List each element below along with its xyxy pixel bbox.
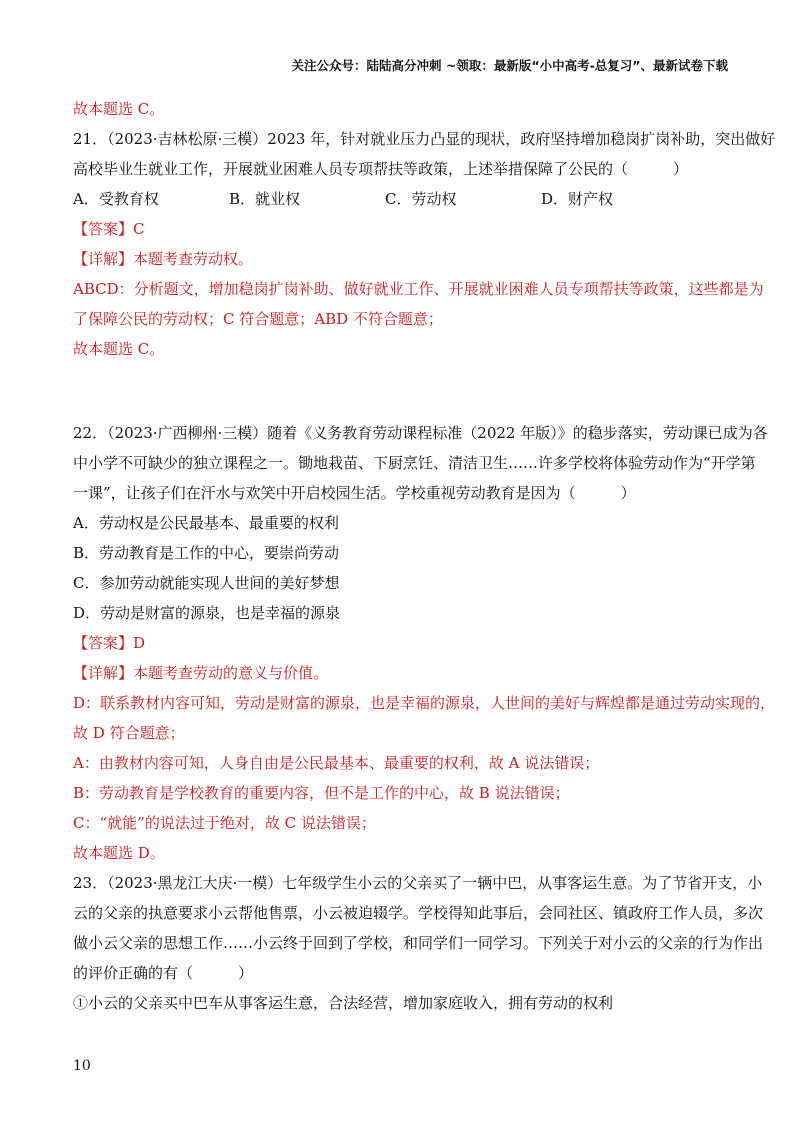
- q22-analysis-d: 故 D 符合题意；: [73, 724, 185, 742]
- q22-conclusion: 故本题选 D。: [73, 844, 165, 862]
- q21-analysis-line: 了保障公民的劳动权；C 符合题意；ABD 不符合题意；: [73, 310, 443, 328]
- q21-option-c: C．劳动权: [385, 190, 457, 208]
- document-body: [73, 94, 776, 1018]
- spacer: [73, 364, 733, 418]
- q23-stem-line: 云的父亲的执意要求小云帮他售票，小云被迫辍学。学校得知此事后，会同社区、镇政府工作人员，多次: [73, 904, 764, 922]
- question-21: [73, 124, 776, 364]
- q21-stem-line: 21．（2023·吉林松原·三模）2023 年，针对就业压力凸显的现状，政府坚持增加稳岗扩岗补助，突出做好: [73, 130, 776, 148]
- q22-analysis-b: B：劳动教育是学校教育的重要内容，但不是工作的中心，故 B 说法错误；: [73, 784, 570, 802]
- q22-stem-line: 一课”，让孩子们在汗水与欢笑中开启校园生活。学校重视劳动教育是因为（ ）: [73, 484, 636, 502]
- prev-conclusion: 故本题选 C。: [73, 100, 165, 118]
- q21-analysis-line: ABCD：分析题文，增加稳岗扩岗补助、做好就业工作、开展就业困难人员专项帮扶等政策，这些都是为: [73, 280, 764, 298]
- q22-analysis-c: C：“就能”的说法过于绝对，故 C 说法错误；: [73, 814, 376, 832]
- q22-answer: 【答案】D: [73, 634, 146, 652]
- q21-option-b: B．就业权: [229, 190, 301, 208]
- q22-option-a: A．劳动权是公民最基本、最重要的权利: [73, 514, 339, 532]
- q21-options: [73, 184, 733, 214]
- q23-item-1: ①小云的父亲买中巴车从事客运生意，合法经营，增加家庭收入，拥有劳动的权利: [73, 994, 614, 1012]
- q23-stem-line: 的评价正确的有（ ）: [73, 964, 254, 982]
- page-number: 10: [73, 1058, 91, 1074]
- q22-detail: 【详解】本题考查劳动的意义与价值。: [73, 664, 329, 682]
- question-22: [73, 418, 776, 868]
- q21-option-d: D．财产权: [541, 190, 614, 208]
- question-23: [73, 868, 764, 1018]
- q21-conclusion: 故本题选 C。: [73, 340, 165, 358]
- q21-option-a: A．受教育权: [73, 190, 159, 208]
- q22-analysis-a: A：由教材内容可知，人身自由是公民最基本、最重要的权利，故 A 说法错误；: [73, 754, 600, 772]
- q22-stem-line: 22．（2023·广西柳州·三模）随着《义务教育劳动课程标准（2022 年版）》的稳步落实，劳动课已成为各: [73, 424, 768, 442]
- q22-option-d: D．劳动是财富的源泉，也是幸福的源泉: [73, 604, 341, 622]
- q22-stem-line: 中小学不可缺少的独立课程之一。锄地栽苗、下厨烹饪、清洁卫生……许多学校将体验劳动作为“开学第: [73, 454, 756, 472]
- q22-option-b: B．劳动教育是工作的中心，要崇尚劳动: [73, 544, 340, 562]
- q23-stem-line: 23．（2023·黑龙江大庆·一模）七年级学生小云的父亲买了一辆中巴，从事客运生意。为了节省开支，小: [73, 874, 763, 892]
- q22-option-c: C．参加劳动就能实现人世间的美好梦想: [73, 574, 340, 592]
- q23-stem-line: 做小云父亲的思想工作……小云终于回到了学校，和同学们一同学习。下列关于对小云的父亲的行为作出: [73, 934, 764, 952]
- page-header: 关注公众号：陆陆高分冲刺 ~领取：最新版“小中高考-总复习”、最新试卷下载: [291, 58, 728, 73]
- q21-stem-line: 高校毕业生就业工作，开展就业困难人员专项帮扶等政策，上述举措保障了公民的（ ）: [73, 160, 689, 178]
- q21-answer: 【答案】C: [73, 220, 145, 238]
- q22-analysis-d: D：联系教材内容可知，劳动是财富的源泉，也是幸福的源泉，人世间的美好与辉煌都是通过劳动实现的，: [73, 694, 776, 712]
- q21-detail: 【详解】本题考查劳动权。: [73, 250, 254, 268]
